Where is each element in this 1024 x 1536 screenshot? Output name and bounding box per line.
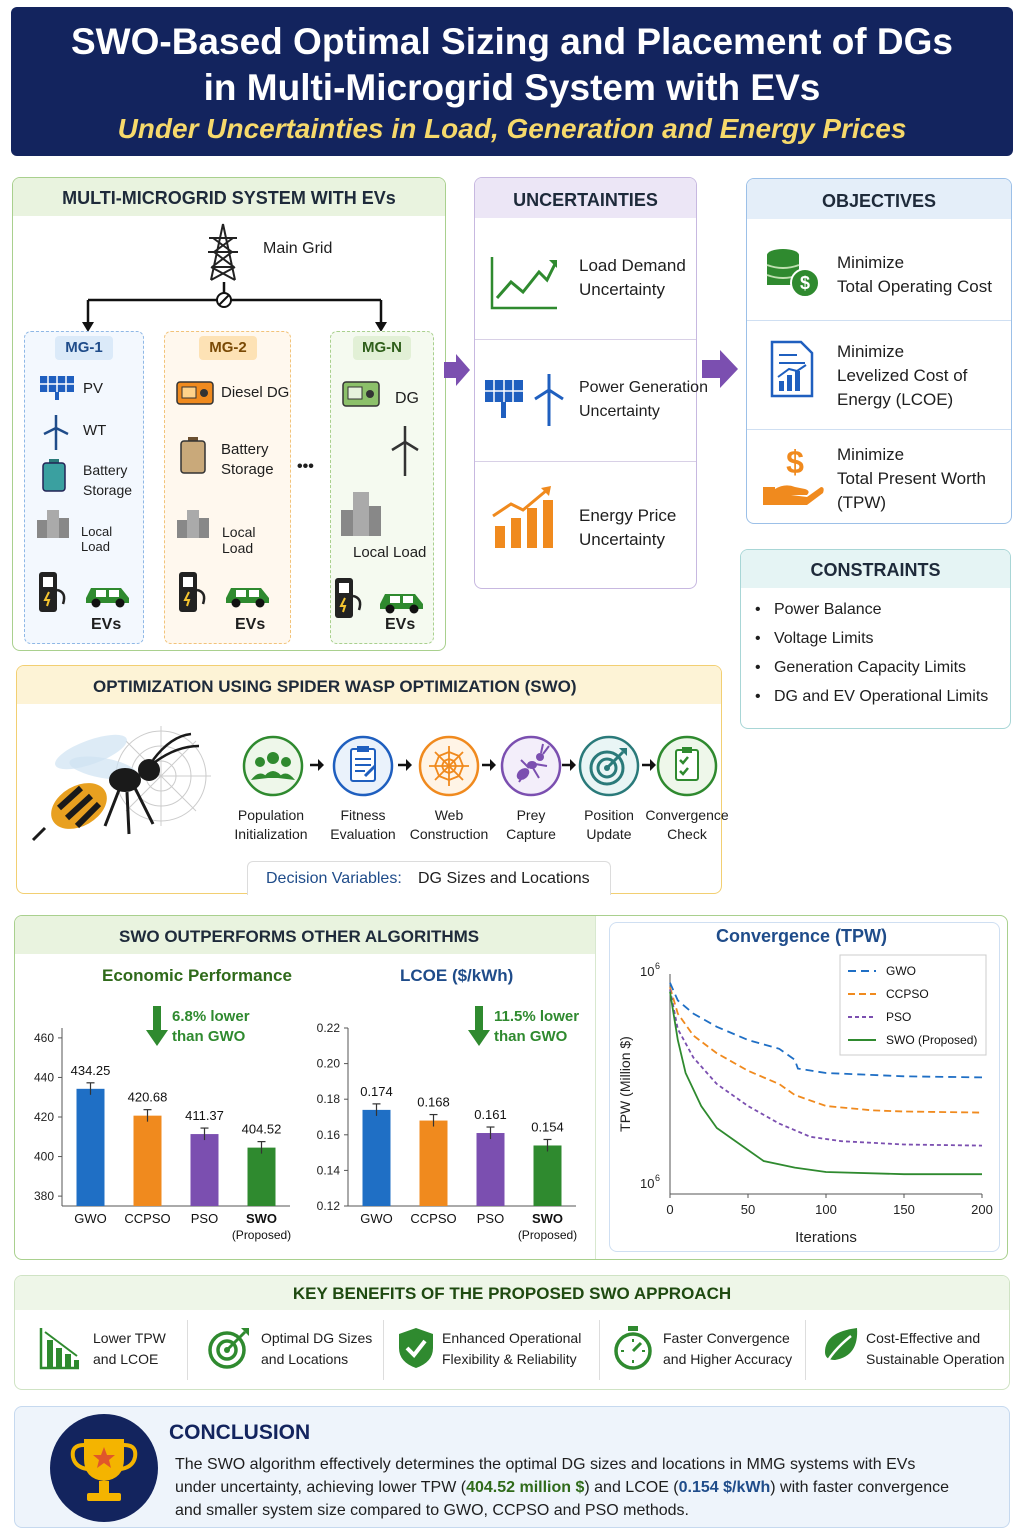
step-web-construction (417, 734, 481, 803)
y-tick-exponent: 6 (655, 1173, 661, 1183)
spider-web-icon (417, 734, 481, 798)
hand-dollar-icon (761, 443, 825, 507)
mgn-load-label: Local Load (353, 544, 427, 561)
bar (191, 1134, 219, 1206)
y-tick-exponent: 6 (655, 961, 661, 971)
svg-text:$: $ (786, 444, 804, 480)
x-category-label: GWO (74, 1211, 107, 1226)
divider (747, 429, 1011, 430)
generator-icon (341, 378, 381, 410)
mg1-pv-label: PV (83, 380, 104, 397)
bar (77, 1089, 105, 1206)
mg2-evs-label: EVs (235, 616, 266, 633)
bar-value-label: 0.174 (360, 1083, 393, 1099)
econ-improvement-note: 6.8% lower than GWO (172, 1008, 250, 1045)
decision-variables-value: DG Sizes and Locations (418, 870, 590, 887)
y-tick-label: 0.16 (316, 1127, 340, 1142)
benefits-title: KEY BENEFITS OF THE PROPOSED SWO APPROACH (292, 1284, 732, 1303)
step-label: Web Construction (409, 807, 489, 842)
solar-panel-icon (39, 374, 75, 402)
clipboard-icon (331, 734, 395, 798)
uncertainty-load-label: Load Demand Uncertainty (579, 256, 686, 299)
ev-charger-icon (333, 576, 365, 620)
conclusion-panel (14, 1406, 1010, 1528)
legend-label: CCPSO (886, 987, 929, 1001)
economic-performance-chart (20, 1010, 310, 1250)
constraints-panel (740, 549, 1011, 729)
step-label: Fitness Evaluation (330, 807, 396, 842)
uncertainties-panel (474, 177, 708, 589)
x-category-label: (Proposed) (517, 1228, 578, 1242)
mg1-box (24, 331, 144, 644)
mgn-evs-label: EVs (385, 616, 416, 633)
x-category-label: CCPSO (124, 1211, 171, 1226)
svg-text:$: $ (799, 273, 811, 293)
conclusion-title: CONCLUSION (169, 1421, 311, 1444)
bar-value-label: 404.52 (241, 1121, 282, 1137)
bar-value-label: 0.168 (417, 1094, 450, 1110)
uncertainty-price-label: Energy Price Uncertainty (579, 506, 677, 549)
constraint-item: • Voltage Limits (755, 630, 874, 647)
step-label: Position Update (584, 807, 634, 842)
bar-value-label: 420.68 (127, 1089, 168, 1105)
x-category-label: GWO (360, 1211, 393, 1226)
x-tick-label: 100 (815, 1202, 837, 1217)
x-tick-label: 150 (893, 1202, 915, 1217)
wind-turbine-icon (389, 424, 421, 476)
ev-charger-icon (37, 570, 69, 614)
y-tick-label: 0.20 (316, 1056, 340, 1071)
leaf-icon (821, 1326, 861, 1370)
page-title-line2: in Multi-Microgrid System with EVs (203, 67, 821, 108)
x-tick-label: 50 (740, 1202, 756, 1217)
bar-value-label: 0.154 (531, 1119, 564, 1135)
mg2-load-label: Local Load (222, 524, 256, 556)
arrow-right-icon (481, 758, 497, 772)
benefit-label: Cost-Effective and Sustainable Operation (866, 1330, 1005, 1367)
battery-icon (179, 436, 207, 474)
x-axis-label: Iterations (795, 1229, 857, 1246)
mg2-diesel-label: Diesel DG (221, 384, 290, 401)
mgn-badge: MG-N (353, 336, 411, 360)
bar (248, 1148, 276, 1206)
benefits-panel (14, 1275, 1010, 1390)
mg2-badge: MG-2 (199, 336, 257, 360)
checklist-icon (655, 734, 719, 798)
x-category-label: SWO (531, 1211, 564, 1226)
y-tick-label: 400 (33, 1149, 54, 1164)
objectives-panel (746, 178, 1012, 524)
y-axis-label: TPW (Million $) (617, 1036, 633, 1132)
bar (363, 1110, 391, 1206)
x-tick-label: 0 (666, 1202, 674, 1217)
bar-value-label: 434.25 (70, 1062, 111, 1078)
x-category-label: SWO (245, 1211, 278, 1226)
step-label: Population Initialization (234, 807, 308, 842)
trend-line-icon (489, 252, 559, 312)
tpw-highlight: 404.52 million $ (466, 1479, 585, 1496)
bar (134, 1116, 162, 1206)
benefit-label: Optimal DG Sizes and Locations (261, 1330, 373, 1367)
y-tick-label: 0.18 (316, 1092, 340, 1107)
buildings-icon (339, 488, 383, 536)
header-banner (11, 7, 1013, 156)
y-tick-label: 0.14 (316, 1163, 340, 1178)
solar-wind-icon (483, 372, 571, 428)
mgn-dg-label: DG (395, 390, 419, 407)
divider (805, 1320, 806, 1380)
conclusion-text (175, 1453, 955, 1522)
mg2-box (164, 331, 291, 644)
divider (475, 461, 696, 462)
step-label: Convergence Check (645, 807, 729, 842)
convergence-chart (612, 950, 998, 1250)
constraint-item: • Generation Capacity Limits (755, 659, 967, 676)
arrow-right-icon (561, 758, 577, 772)
step-population-init (231, 734, 315, 798)
step-position-update (577, 734, 641, 803)
mg1-badge: MG-1 (55, 336, 113, 360)
mmg-title: MULTI-MICROGRID SYSTEM WITH EVs (62, 188, 396, 208)
y-tick-label: 0.12 (316, 1199, 340, 1213)
y-tick-label: 440 (33, 1070, 54, 1085)
constraint-text: Voltage Limits (773, 630, 874, 647)
declining-bars-icon (39, 1326, 81, 1370)
lcoe-chart (306, 1010, 596, 1250)
bar (477, 1133, 505, 1206)
stopwatch-icon (613, 1324, 653, 1372)
mg1-battery-label: Battery Storage (83, 462, 133, 498)
benefit-label: Lower TPW and LCOE (93, 1330, 166, 1367)
battery-icon (41, 458, 67, 492)
y-tick-label: 460 (33, 1030, 54, 1045)
bar (420, 1121, 448, 1206)
shield-check-icon (397, 1326, 435, 1370)
mg1-load-label: Local Load (81, 524, 113, 554)
flow-arrow-icon (442, 352, 472, 388)
buildings-icon (35, 506, 71, 538)
legend-label: PSO (886, 1010, 912, 1024)
step-convergence-check (655, 734, 719, 803)
benefit-label: Enhanced Operational Flexibility & Reliability (442, 1330, 582, 1367)
report-chart-icon (769, 339, 815, 399)
objective-tpw-label: Minimize Total Present Worth (TPW) (837, 445, 986, 512)
conclusion-text-part: ) and LCOE ( (584, 1479, 679, 1496)
coins-dollar-icon (763, 241, 823, 301)
objective-cost-label: Minimize Total Operating Cost (837, 253, 992, 296)
ev-charger-icon (177, 570, 209, 614)
x-category-label: PSO (476, 1211, 505, 1226)
lcoe-improvement-note: 11.5% lower than GWO (494, 1008, 580, 1045)
constraint-item: • DG and EV Operational Limits (755, 688, 989, 705)
y-tick-label: 0.22 (316, 1021, 340, 1035)
divider (475, 339, 696, 340)
page-title-line1: SWO-Based Optimal Sizing and Placement of DGs (71, 21, 953, 62)
bar-value-label: 411.37 (185, 1108, 224, 1124)
buildings-icon (175, 506, 211, 538)
uncertainties-title: UNCERTAINTIES (513, 190, 658, 210)
constraint-text: Generation Capacity Limits (773, 659, 967, 676)
mg1-evs-label: EVs (91, 616, 122, 633)
people-icon (241, 734, 305, 798)
divider (187, 1320, 188, 1380)
econ-chart-title: Economic Performance (102, 966, 292, 985)
decision-variables-label: Decision Variables: (266, 870, 402, 887)
lcoe-chart-title: LCOE ($/kWh) (400, 966, 514, 985)
lcoe-highlight: 0.154 $/kWh (678, 1479, 771, 1496)
bar (534, 1145, 562, 1206)
mmg-panel (12, 177, 446, 651)
mgn-box (330, 331, 434, 644)
legend-label: SWO (Proposed) (886, 1033, 978, 1047)
trophy-icon (47, 1411, 161, 1525)
ev-car-icon (377, 586, 427, 614)
constraint-text: Power Balance (773, 601, 882, 618)
benefit-label: Faster Convergence and Higher Accuracy (663, 1330, 793, 1367)
divider (383, 1320, 384, 1380)
page-subtitle: Under Uncertainties in Load, Generation and Energy Prices (117, 113, 907, 144)
target-icon (577, 734, 641, 798)
performance-title: SWO OUTPERFORMS OTHER ALGORITHMS (119, 927, 480, 946)
conclusion-text-part: The SWO algorithm effectively determines the optimal DG sizes and locations in MMG systems with EVs under uncertainty, achieving lower TPW ( (175, 1456, 916, 1496)
optimization-panel (16, 665, 729, 894)
y-tick-label: 420 (33, 1110, 54, 1124)
optimization-title: OPTIMIZATION USING SPIDER WASP OPTIMIZATION (SWO) (93, 677, 577, 696)
x-category-label: CCPSO (410, 1211, 457, 1226)
objective-lcoe-label: Minimize Levelized Cost of Energy (LCOE) (837, 342, 968, 409)
decision-variables-box (247, 861, 611, 895)
diesel-generator-icon (175, 378, 215, 408)
mg2-battery-label: Battery Storage (221, 441, 274, 478)
objectives-title: OBJECTIVES (821, 191, 937, 211)
y-tick-label-bottom: 10 (640, 1176, 655, 1191)
wind-turbine-icon (41, 414, 71, 450)
arrow-right-icon (397, 758, 413, 772)
divider (599, 1320, 600, 1380)
step-prey-capture (499, 734, 563, 803)
feeder-lines (13, 278, 447, 338)
transmission-tower-icon (203, 222, 243, 282)
more-microgrids-ellipsis: ••• (297, 458, 314, 475)
legend-label: GWO (886, 964, 916, 978)
step-label: Prey Capture (506, 807, 556, 842)
uncertainty-generation-label: Power Generation Uncertainty (579, 379, 708, 420)
mg1-wt-label: WT (83, 422, 107, 439)
divider (747, 320, 1011, 321)
step-fitness-eval (331, 734, 395, 803)
x-category-label: PSO (190, 1211, 219, 1226)
y-tick-label-top: 10 (640, 964, 655, 979)
main-grid-label: Main Grid (263, 240, 333, 257)
constraint-text: DG and EV Operational Limits (773, 688, 989, 705)
conclusion-text-part: ) with faster convergence and smaller system size compared to GWO, CCPSO and PSO methods. (175, 1479, 949, 1519)
constraints-title: CONSTRAINTS (810, 560, 941, 580)
spider-wasp-icon (31, 716, 221, 866)
constraint-item: • Power Balance (755, 601, 882, 618)
ev-car-icon (223, 580, 273, 608)
convergence-title: Convergence (TPW) (716, 926, 888, 946)
ev-car-icon (83, 580, 133, 608)
target-icon (207, 1326, 251, 1370)
ant-icon (499, 734, 563, 798)
y-tick-label: 380 (33, 1189, 54, 1204)
arrow-right-icon (309, 758, 325, 772)
bar-value-label: 0.161 (474, 1107, 507, 1123)
price-chart-icon (489, 486, 557, 550)
x-category-label: (Proposed) (231, 1228, 292, 1242)
x-tick-label: 200 (971, 1202, 993, 1217)
